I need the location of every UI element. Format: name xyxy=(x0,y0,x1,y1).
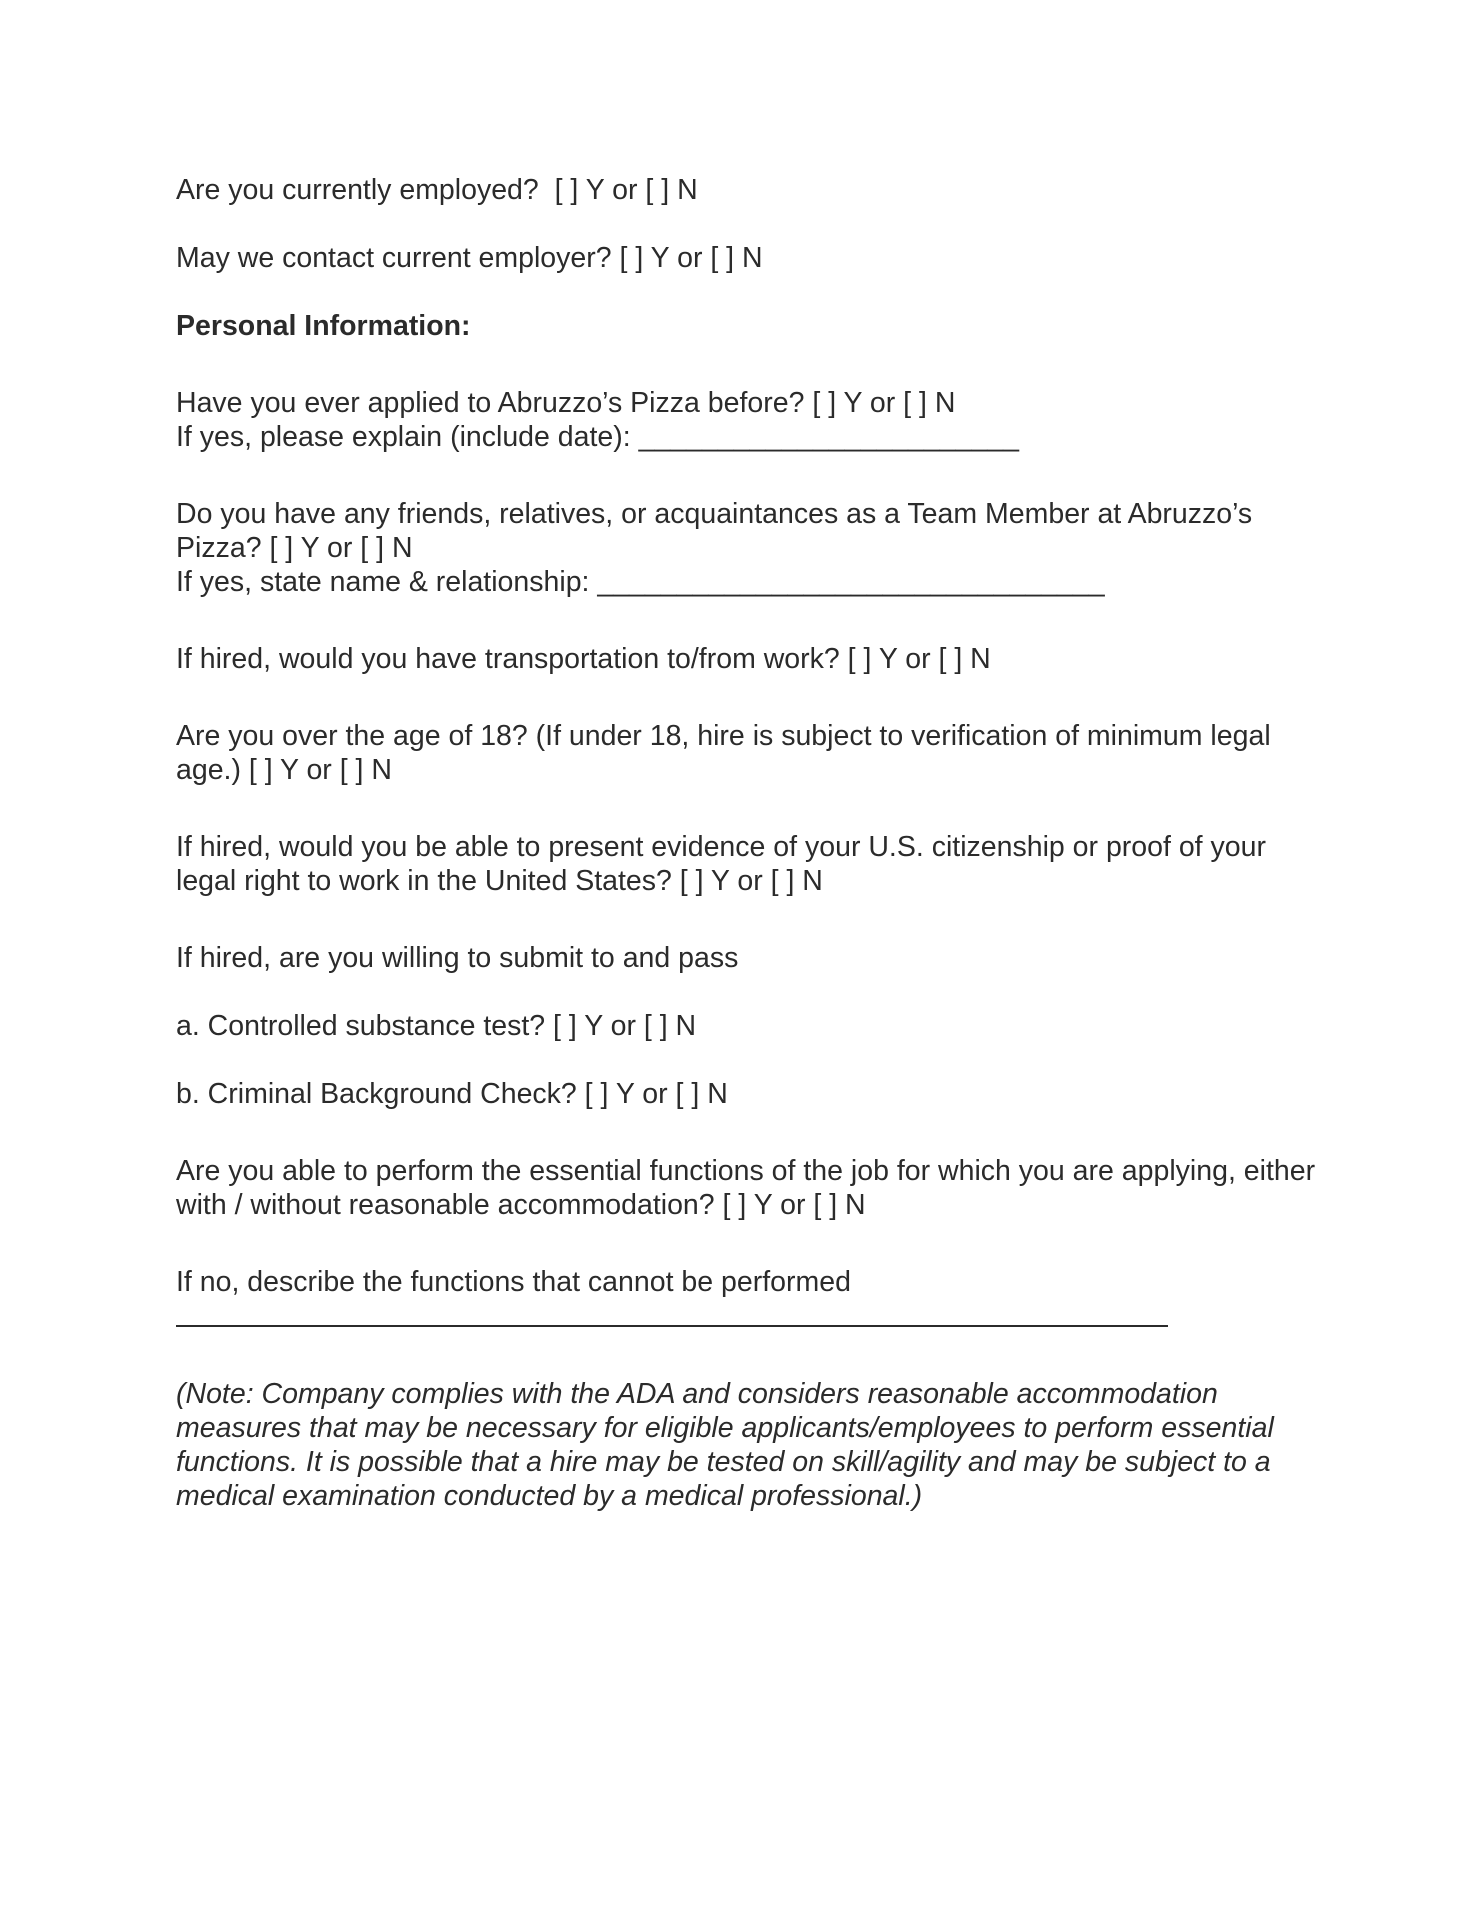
currently-employed-question: Are you currently employed? [ ] Y or [ ] N xyxy=(176,174,698,206)
ada-note: (Note: Company complies with the ADA and considers reasonable accommodation measures that may be necessary for eligible applicants/employees to perform essential functions. It is possible that a hire may be tested on skill/agility and may be subject to a medical examination conducted by a medical professional.) xyxy=(176,1378,1282,1512)
citizenship-question: If hired, would you be able to present evidence of your U.S. citizenship or proof of your legal right to work in the United States? [ ] Y or [ ] N xyxy=(176,831,1274,897)
friends-relatives-question: Do you have any friends, relatives, or acquaintances as a Team Member at Abruzzo’s Pizza? [ ] Y or [ ] N xyxy=(176,498,1261,564)
application-form-body xyxy=(176,173,1323,1513)
personal-information-heading: Personal Information: xyxy=(176,310,471,342)
background-check-question: b. Criminal Background Check? [ ] Y or [ ] N xyxy=(176,1078,728,1110)
applied-before-explain-line: If yes, please explain (include date): ________________________ xyxy=(176,421,1020,453)
contact-employer-question: May we contact current employer? [ ] Y or [ ] N xyxy=(176,242,763,274)
willing-to-pass-question: If hired, are you willing to submit to and pass xyxy=(176,942,739,974)
substance-test-question: a. Controlled substance test? [ ] Y or [ ] N xyxy=(176,1010,697,1042)
applied-before-question: Have you ever applied to Abruzzo’s Pizza before? [ ] Y or [ ] N xyxy=(176,387,956,419)
age-question: Are you over the age of 18? (If under 18, hire is subject to verification of minimum legal age.) [ ] Y or [ ] N xyxy=(176,720,1279,786)
functions-answer-line xyxy=(176,1325,1168,1327)
friends-relatives-explain-line: If yes, state name & relationship: ________________________________ xyxy=(176,566,1105,598)
essential-functions-question: Are you able to perform the essential functions of the job for which you are applying, either with / without reasonable accommodation? [ ] Y or [ ] N xyxy=(176,1155,1323,1221)
functions-not-performed-question: If no, describe the functions that cannot be performed xyxy=(176,1266,851,1298)
transportation-question: If hired, would you have transportation to/from work? [ ] Y or [ ] N xyxy=(176,643,991,675)
